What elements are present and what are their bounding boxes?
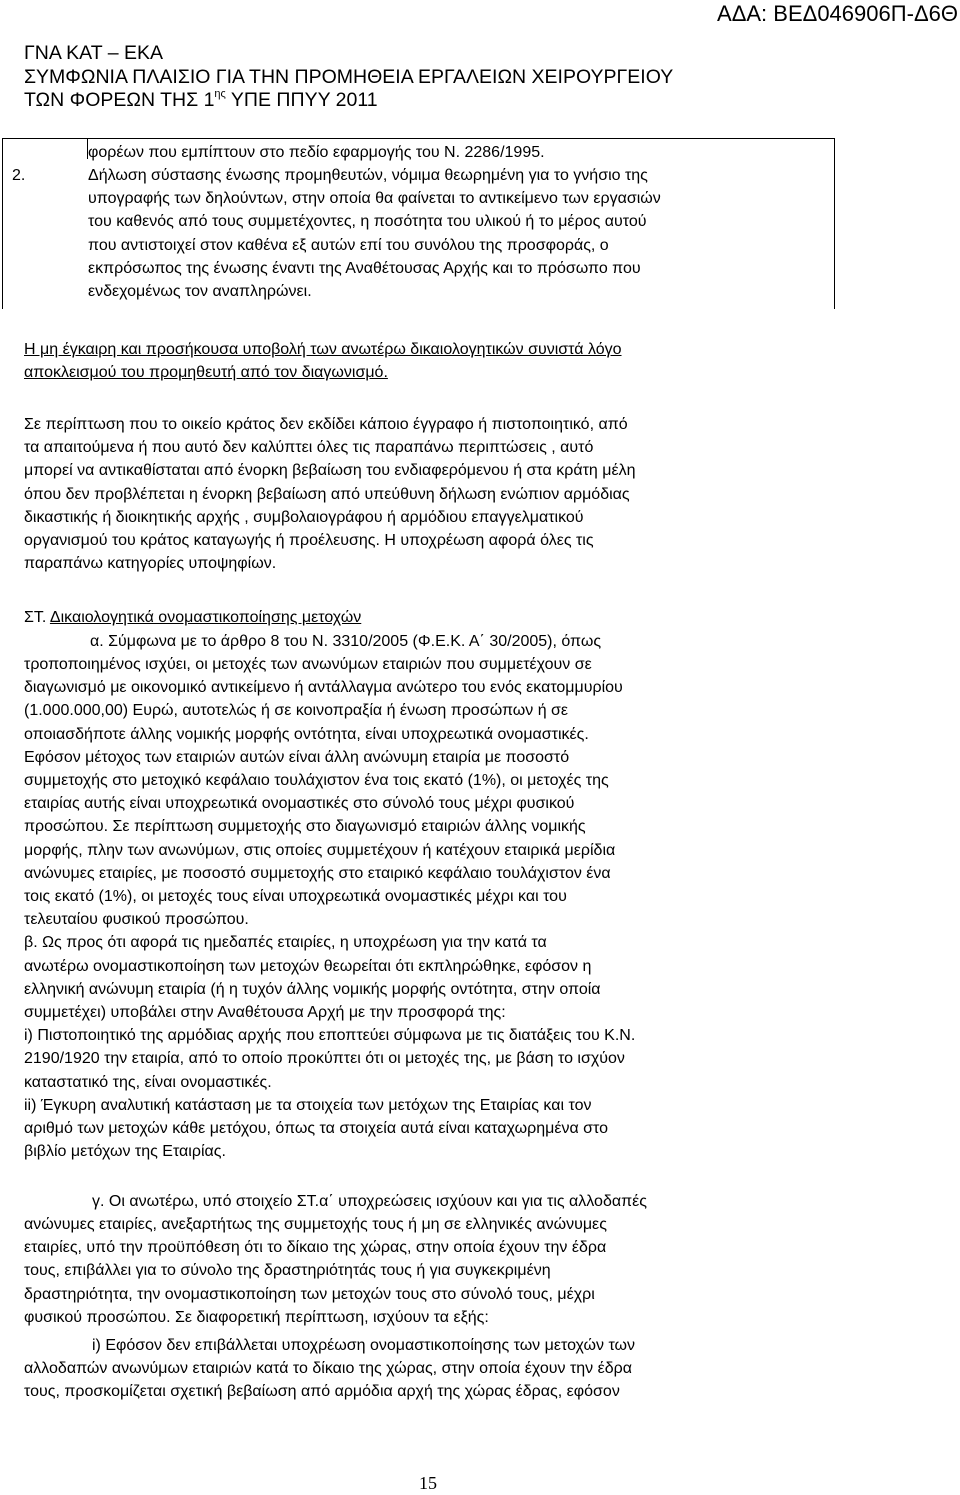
- sub-i-paragraph: αλλοδαπών ανωνύμων εταιριών κατά το δίκαιο της χώρας, στην οποία έχουν την έδρα τους, προσκομίζεται σχετική βεβαίωση από αρμόδια αρχή της χώρας έδρας, εφόσον: [24, 1360, 632, 1401]
- alpha-paragraph: τροποποιημένος ισχύει, οι μετοχές των ανωνύμων εταιριών που συμμετέχουν σε διαγωνισμό με οικονομικό αντικείμενο ή αντάλλαγμα ανώτερο του ενός εκατομμυρίου (1.000.000,00) Ευρώ, αυτοτελώς ή σε κοινοπραξία ή ένωση προσώπων ή σε οποιασδήποτε άλλης νομικής μορφής οντότητα, είναι υποχρεωτικά ονομαστικές. Εφόσον μέτοχος των εταιριών αυτών είναι άλλη ανώνυμη εταιρία με ποσοστό συμμετοχής στο μετοχικό κεφάλαιο τουλάχιστον ένα τοις εκατό (1%), οι μετοχές της εταιρίας αυτής είναι υποχρεωτικά ονομαστικές στο σύνολό τους μέχρι φυσικού προσώπου. Σε περίπτωση συμμετοχής στο διαγωνισμό εταιριών άλλης νομικής μορφής, πλην των ανωνύμων, στις οποίες συμμετέχουν ή κατέχουν εταιρικά μερίδια ανώνυμες εταιρίες, με ποσοστό συμμετοχής στο εταιρικό κεφάλαιο τουλάχιστον ένα τοις εκατό (1%), οι μετοχές τους είναι υποχρεωτικά ονομαστικές μέχρι και του τελευταίου φυσικού προσώπου. β. Ως προς ότι αφορά τις ημεδαπές εταιρίες, η υποχρέωση για την κατά τα ανωτέρω ονομαστικοποίηση των μετοχών θεωρείται ότι εκπληρώθηκε, εφόσον η ελληνική ανώνυμη εταιρία (ή η τυχόν άλλης νομικής μορφής οντότητα, στην οποία συμμετέχει) υποβάλει στην Αναθέτουσα Αρχή με την προσφορά της: i) Πιστοποιητικό της αρμόδιας αρχής που εποπτεύει σύμφωνα με τις διατάξεις του Κ.Ν. 2190/1920 την εταιρία, από το οποίο προκύπτει ότι οι μετοχές της, με βάση το ισχύον καταστατικό της, είναι ονομαστικές. ii) Έγκυρη αναλυτική κατάσταση με τα στοιχεία των μετόχων της Εταιρίας και τον αριθμό των μετοχών κάθε μετόχου, όπως τα στοιχεία αυτά είναι καταχωρημένα στο βιβλίο μετόχων της Εταιρίας.: [24, 656, 636, 1161]
- gamma-first-line: γ. Οι ανωτέρω, υπό στοιχείο ΣΤ.α΄ υποχρεώσεις ισχύουν και για τις αλλοδαπές: [92, 1193, 647, 1210]
- section-label: ΣΤ.: [24, 609, 47, 626]
- item-2-text: Δήλωση σύστασης ένωσης προμηθευτών, νόμιμα θεωρημένη για το γνήσιο της υπογραφής των δηλούντων, στην οποία θα φαίνεται το αντικείμενο των εργασιών του καθενός από τους συμμετέχοντες, η ποσότητα του υλικού ή το μέρος αυτού που αντιστοιχεί στον καθένα εξ αυτών επί του συνόλου της προσφοράς, ο εκπρόσωπος της ένωσης έναντι της Αναθέτουσας Αρχής και το πρόσωπο που ενδεχομένως τον αναπληρώνει.: [88, 167, 661, 301]
- box-first-line: φορέων που εμπίπτουν στο πεδίο εφαρμογής του Ν. 2286/1995.: [88, 144, 545, 161]
- item-number: 2.: [12, 167, 26, 184]
- gamma-paragraph: ανώνυμες εταιρίες, ανεξαρτήτως της συμμετοχής τους ή μη σε ελληνικές ανώνυμες εταιρίες, υπό την προϋπόθεση ότι το δίκαιο της χώρας, στην οποία έχουν την έδρα τους, επιβάλλει για το σύνολο της δραστηριότητάς τους ή για συγκεκριμένη δραστηριότητα, την ονομαστικοποίηση των μετοχών τους στο σύνολό τους, μέχρι φυσικού προσώπου. Σε διαφορετική περίπτωση, ισχύουν τα εξής:: [24, 1216, 607, 1326]
- header-line-3: ΤΩΝ ΦΟΡΕΩΝ ΤΗΣ $1^{\eta\varsigma}$ ΥΠΕ ΠΠΥΥ 2011: [24, 88, 378, 111]
- page-number: 15: [419, 1473, 437, 1493]
- ada-code: ΑΔΑ: ΒΕΔ046906Π-Δ6Θ: [717, 1, 958, 26]
- paragraph-substitute-documents: Σε περίπτωση που το οικείο κράτος δεν εκδίδει κάποιο έγγραφο ή πιστοποιητικό, από τα απαιτούμενα ή που αυτό δεν καλύπτει όλες τις παραπάνω περιπτώσεις , αυτό μπορεί να αντικαθίσταται από ένορκη βεβαίωση του ενδιαφερόμενου ή στα κράτη μέλη όπου δεν προβλέπεται η ένορκη βεβαίωση από υπεύθυνη δήλωση ενώπιον αρμόδιας δικαστικής ή διοικητικής αρχής , συμβολαιογράφου ή αρμόδιου επαγγελματικού οργανισμού του κράτος καταγωγής ή προέλευσης. Η υποχρέωση αφορά όλες τις παραπάνω κατηγορίες υποψηφίων.: [24, 416, 636, 573]
- alpha-first-line: α. Σύμφωνα με το άρθρο 8 του Ν. 3310/2005 (Φ.Ε.Κ. Α΄ 30/2005), όπως: [90, 633, 602, 650]
- exclusion-warning: Η μη έγκαιρη και προσήκουσα υποβολή των ανωτέρω δικαιολογητικών συνιστά λόγο αποκλεισμού του προμηθευτή από τον διαγωνισμό.: [24, 341, 622, 382]
- header-line-2: ΣΥΜΦΩΝΙΑ ΠΛΑΙΣΙΟ ΓΙΑ ΤΗΝ ΠΡΟΜΗΘΕΙΑ ΕΡΓΑΛΕΙΩΝ ΧΕΙΡΟΥΡΓΕΙΟΥ: [24, 65, 674, 88]
- section-heading: [24, 606, 361, 629]
- sub-i-first-line: i) Εφόσον δεν επιβάλλεται υποχρέωση ονομαστικοποίησης των μετοχών των: [92, 1337, 636, 1354]
- header-line-1: ΓΝΑ ΚΑΤ – ΕΚΑ: [24, 42, 163, 64]
- document-header: [24, 42, 673, 113]
- section-title: Δικαιολογητικά ονομαστικοποίησης μετοχών: [49, 609, 362, 626]
